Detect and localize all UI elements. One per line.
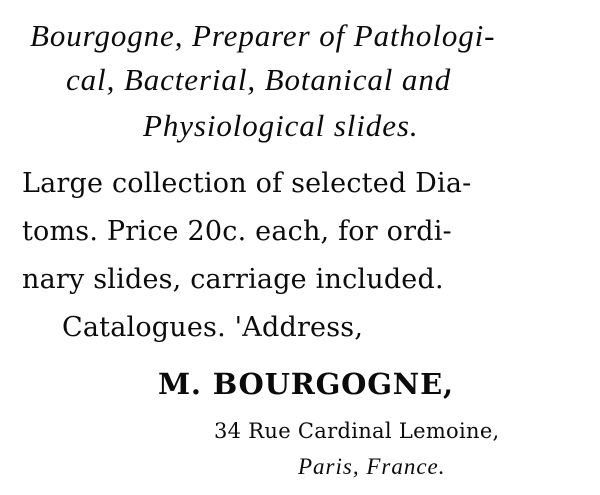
advertiser-name: M. BOURGOGNE,: [158, 367, 454, 401]
body-line-1: Large collection of selected Dia-: [22, 168, 472, 199]
street-address: 34 Rue Cardinal Lemoine,: [214, 419, 500, 443]
city-country: Paris, France.: [298, 454, 446, 479]
body-line-4: Catalogues. 'Address,: [62, 312, 364, 343]
heading-line-1: Bourgogne, Preparer of Pathologi-: [30, 18, 496, 53]
body-line-3: nary slides, carriage included.: [22, 264, 444, 295]
heading-line-2: cal, Bacterial, Botanical and: [66, 62, 452, 97]
body-line-2: toms. Price 20c. each, for ordi-: [22, 216, 452, 247]
heading-line-3: Physiological slides.: [143, 108, 419, 143]
